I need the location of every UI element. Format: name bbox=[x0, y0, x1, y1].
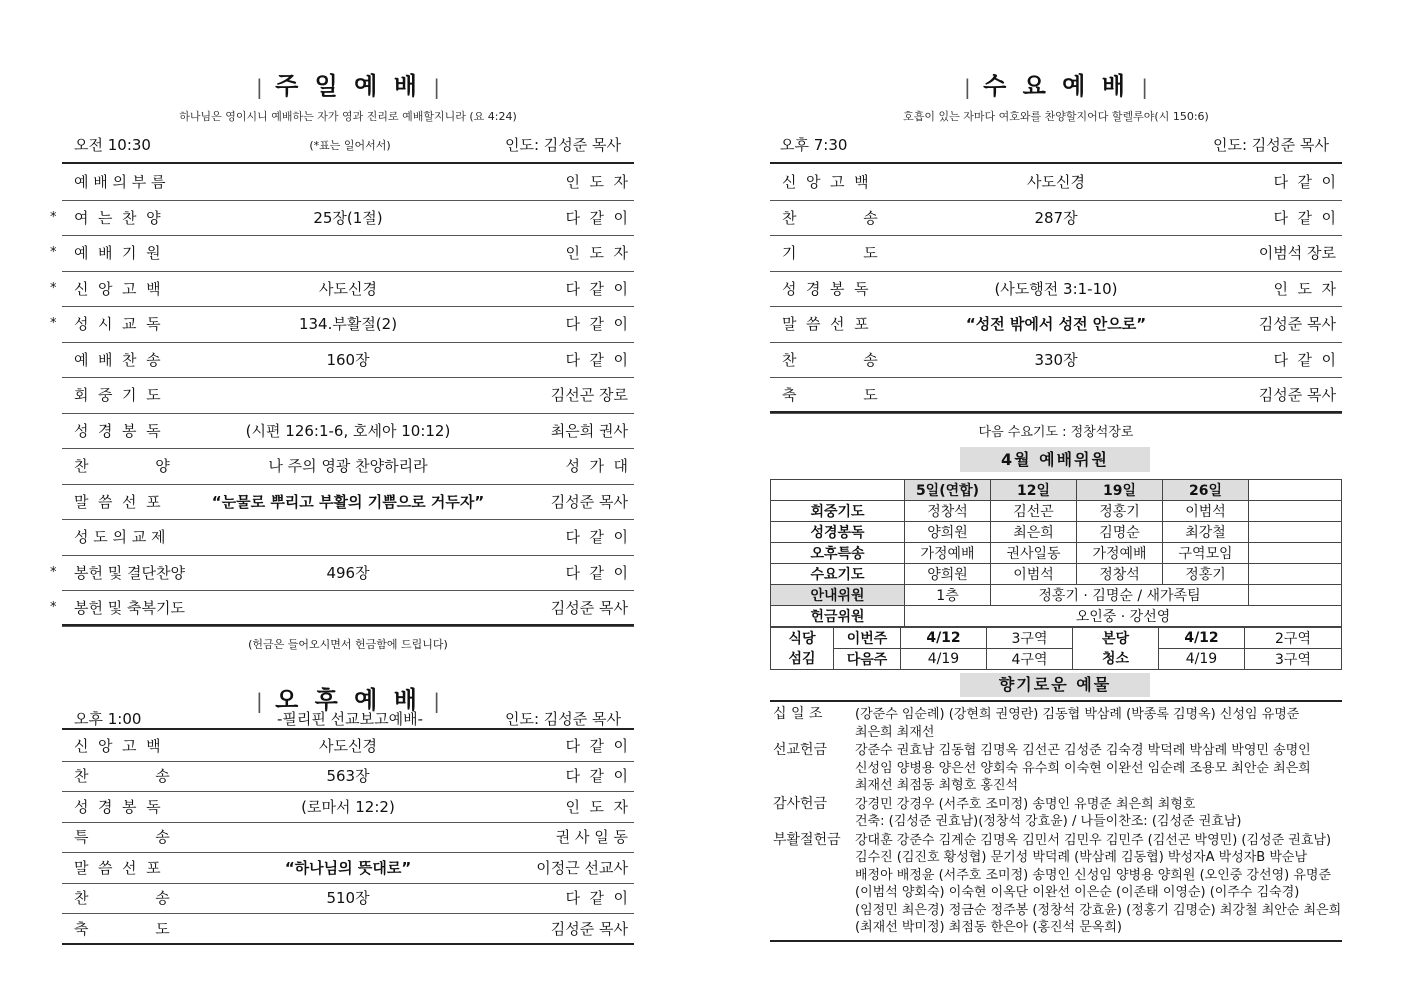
order-item-leader: 김성준 목사 bbox=[550, 599, 628, 618]
meal-next-date: 4/19 bbox=[901, 649, 987, 670]
order-item-content: 사도신경 bbox=[1027, 173, 1085, 192]
title-bar-left: | bbox=[963, 75, 971, 99]
meal-this-date: 4/12 bbox=[901, 628, 987, 649]
order-item-leader: 인 도 자 bbox=[565, 173, 628, 192]
order-row bbox=[50, 235, 634, 272]
sunday-title bbox=[62, 66, 634, 101]
committee-role-label: 회중기도 bbox=[771, 501, 905, 522]
committee-role-label: 성경봉독 bbox=[771, 522, 905, 543]
date-cell: 12일 bbox=[991, 480, 1077, 501]
order-item-content: 나 주의 영광 찬양하리라 bbox=[268, 457, 428, 476]
order-item-content: 496장 bbox=[326, 563, 370, 582]
meal-next-team: 4구역 bbox=[987, 649, 1073, 670]
offering-names-line: 강경민 강경우 (서주호 조미정) 송명인 유명준 최은희 최형호 bbox=[855, 796, 1196, 812]
order-item-content: 사도신경 bbox=[319, 279, 377, 298]
committee-row bbox=[771, 501, 1342, 522]
order-item-leader: 다 같 이 bbox=[1273, 173, 1336, 192]
date-cell: 5일(연합) bbox=[905, 480, 991, 501]
order-item-label: 신 앙 고 백 bbox=[782, 173, 869, 192]
order-row bbox=[62, 413, 634, 450]
offerings-top-rule bbox=[770, 700, 1342, 702]
service-duty-table bbox=[770, 627, 1342, 670]
order-item-content: “눈물로 뿌리고 부활의 기쁨으로 거두자” bbox=[211, 492, 485, 511]
order-item-content: (로마서 12:2) bbox=[301, 797, 395, 816]
order-item-leader: 다 같 이 bbox=[565, 279, 628, 298]
wednesday-time: 오후 7:30 bbox=[780, 136, 848, 154]
committee-name-cell: 권사일동 bbox=[991, 543, 1077, 564]
order-item-leader: 다 같 이 bbox=[1273, 350, 1336, 369]
offering-category-label: 감사헌금 bbox=[773, 795, 828, 812]
committee-name-cell: 김명순 bbox=[1077, 522, 1163, 543]
duty-row-next-week bbox=[771, 649, 1342, 670]
order-item-content: 287장 bbox=[1034, 208, 1078, 227]
order-item-label: 봉헌 및 결단찬양 bbox=[74, 563, 185, 582]
order-item-content: 25장(1절) bbox=[313, 208, 383, 227]
committee-name-cell: 최강철 bbox=[1163, 522, 1249, 543]
order-item-leader: 김성준 목사 bbox=[550, 919, 628, 938]
order-item-label: 찬 송 bbox=[74, 767, 170, 786]
stand-marker: * bbox=[50, 600, 57, 616]
order-row bbox=[62, 761, 634, 793]
order-item-label: 찬 양 bbox=[74, 457, 170, 476]
order-row bbox=[770, 200, 1342, 237]
order-item-label: 예 배 의 부 름 bbox=[74, 173, 166, 192]
order-row bbox=[770, 377, 1342, 414]
offering-names-line: 신성임 양병용 양은선 양회숙 유수희 이숙현 이완선 임순례 조용모 최안순 최은희 bbox=[855, 760, 1311, 776]
offerings-title: 향기로운 예물 bbox=[960, 673, 1150, 697]
committee-row bbox=[771, 522, 1342, 543]
afternoon-title-text: 오 후 예 배 bbox=[275, 686, 421, 714]
offering-names-line: 김수진 (김진호 황성협) 문기성 박덕례 (박삼례 김동협) 박성자A 박성자B 박순남 bbox=[855, 850, 1308, 865]
order-row bbox=[770, 306, 1342, 343]
clean-this-date: 4/12 bbox=[1159, 628, 1245, 649]
order-item-label: 찬 송 bbox=[74, 889, 170, 908]
order-item-label: 성 경 봉 독 bbox=[74, 797, 161, 816]
corner-cell bbox=[771, 480, 905, 501]
afternoon-subtitle: -필리핀 선교보고예배- bbox=[276, 710, 423, 728]
stand-marker: * bbox=[50, 245, 57, 261]
date-cell: 26일 bbox=[1163, 480, 1249, 501]
order-item-leader: 김선곤 장로 bbox=[550, 386, 628, 405]
stand-marker: * bbox=[50, 316, 57, 332]
stand-marker: * bbox=[50, 564, 57, 580]
order-item-content: 사도신경 bbox=[319, 736, 377, 755]
order-row bbox=[50, 271, 634, 308]
offering-names-line: 강대훈 강준수 김계순 김명옥 김민서 김민우 김민주 (김선곤 박영민) (김성준 권효남) bbox=[855, 832, 1332, 848]
order-item-leader: 인 도 자 bbox=[1273, 279, 1336, 298]
offering-category-label: 십 일 조 bbox=[773, 706, 823, 722]
stand-marker: * bbox=[50, 209, 57, 225]
order-item-label: 성 도 의 교 제 bbox=[74, 528, 166, 547]
order-item-leader: 김성준 목사 bbox=[1258, 315, 1336, 334]
order-item-content: 134.부활절(2) bbox=[298, 315, 398, 334]
order-item-label: 찬 송 bbox=[782, 208, 878, 227]
committee-name-cell: 이범석 bbox=[991, 564, 1077, 585]
duty-row-this-week bbox=[771, 628, 1342, 649]
order-item-label: 말 씀 선 포 bbox=[74, 492, 161, 511]
meal-this-team: 3구역 bbox=[987, 628, 1073, 649]
offering-committee-row bbox=[771, 606, 1342, 627]
offering-category-label: 부활절헌금 bbox=[773, 831, 841, 848]
order-item-leader: 최은희 권사 bbox=[550, 421, 628, 440]
committee-name-cell: 정창석 bbox=[1077, 564, 1163, 585]
order-item-label: 신 앙 고 백 bbox=[74, 736, 161, 755]
guide-row bbox=[771, 585, 1342, 606]
guide-floor: 1층 bbox=[905, 585, 991, 606]
committee-name-cell: 양희원 bbox=[905, 564, 991, 585]
order-row bbox=[62, 484, 634, 521]
order-item-content: 510장 bbox=[326, 889, 370, 908]
order-item-label: 봉헌 및 축복기도 bbox=[74, 599, 185, 618]
order-item-content: 160장 bbox=[326, 350, 370, 369]
offering-names-line: 강준수 권효남 김동협 김명옥 김선곤 김성준 김숙경 박덕례 박삼례 박영민 송명인 bbox=[855, 743, 1311, 758]
offerings-bottom-rule bbox=[770, 940, 1342, 942]
order-item-label: 신 앙 고 백 bbox=[74, 279, 161, 298]
order-item-leader: 김성준 목사 bbox=[1258, 386, 1336, 405]
order-item-leader: 다 같 이 bbox=[1273, 208, 1336, 227]
offering-names-line: (임정민 최은경) 정금순 정주봉 (정창석 강효윤) (정홍기 김명순) 최강철 최안순 최은희 bbox=[855, 902, 1342, 918]
committee-table bbox=[770, 479, 1342, 627]
guide-label: 안내위원 bbox=[771, 585, 905, 606]
empty-cell bbox=[1249, 585, 1342, 606]
offering-category-label: 선교헌금 bbox=[773, 742, 828, 758]
committee-name-cell: 정홍기 bbox=[1163, 564, 1249, 585]
afternoon-bottom-rule bbox=[62, 943, 634, 945]
order-item-leader: 다 같 이 bbox=[565, 208, 628, 227]
afternoon-leader: 인도: 김성준 목사 bbox=[505, 710, 622, 728]
wednesday-verse: 호흡이 있는 자마다 여호와를 찬양할지어다 할렐루야(시 150:6) bbox=[903, 110, 1209, 123]
order-row bbox=[50, 590, 634, 627]
committee-name-cell: 최은희 bbox=[991, 522, 1077, 543]
order-row bbox=[50, 306, 634, 343]
wednesday-title bbox=[770, 66, 1342, 101]
order-row bbox=[62, 519, 634, 556]
committee-name-cell: 정홍기 bbox=[1077, 501, 1163, 522]
order-row bbox=[770, 342, 1342, 379]
order-item-label: 성 시 교 독 bbox=[74, 315, 161, 334]
title-bar-right: | bbox=[433, 75, 441, 99]
this-week-label: 이번주 bbox=[834, 628, 901, 649]
order-item-content: “하나님의 뜻대로” bbox=[284, 858, 412, 877]
committee-name-cell: 구역모임 bbox=[1163, 543, 1249, 564]
order-item-leader: 이범석 장로 bbox=[1258, 244, 1336, 263]
sunday-leader: 인도: 김성준 목사 bbox=[505, 136, 622, 154]
order-row bbox=[62, 342, 634, 379]
order-row bbox=[62, 852, 634, 884]
clean-next-date: 4/19 bbox=[1159, 649, 1245, 670]
committee-name-cell: 양희원 bbox=[905, 522, 991, 543]
order-item-label: 성 경 봉 독 bbox=[782, 279, 869, 298]
guide-names: 정홍기 · 김명순 / 새가족팀 bbox=[991, 585, 1249, 606]
offering-committee-names: 오인중 · 강선영 bbox=[905, 606, 1342, 627]
order-item-leader: 다 같 이 bbox=[565, 767, 628, 786]
order-item-content: (사도행전 3:1-10) bbox=[994, 279, 1118, 298]
title-bar-right: | bbox=[433, 689, 441, 713]
title-bar-right: | bbox=[1141, 75, 1149, 99]
order-row bbox=[62, 448, 634, 485]
wednesday-leader: 인도: 김성준 목사 bbox=[1213, 136, 1330, 154]
order-row bbox=[770, 271, 1342, 308]
committee-title: 4월 예배위원 bbox=[960, 447, 1150, 472]
order-row bbox=[770, 164, 1342, 201]
empty-cell bbox=[1249, 480, 1342, 501]
order-item-label: 찬 송 bbox=[782, 350, 878, 369]
next-week-label: 다음주 bbox=[834, 649, 901, 670]
order-item-leader: 이정근 선교사 bbox=[536, 858, 628, 877]
order-item-leader: 다 같 이 bbox=[565, 528, 628, 547]
order-row bbox=[62, 377, 634, 414]
order-item-leader: 다 같 이 bbox=[565, 315, 628, 334]
afternoon-time: 오후 1:00 bbox=[74, 710, 142, 728]
meal-label: 식당 섬김 bbox=[771, 628, 834, 670]
order-row bbox=[62, 822, 634, 854]
offering-names-line: 최은희 최재선 bbox=[855, 724, 935, 740]
order-item-label: 기 도 bbox=[782, 244, 878, 263]
sunday-bottom-rule bbox=[62, 624, 634, 626]
order-row bbox=[62, 913, 634, 945]
order-item-label: 축 도 bbox=[74, 919, 170, 938]
offering-note: (헌금은 들어오시면서 헌금함에 드립니다) bbox=[248, 638, 448, 651]
order-item-leader: 다 같 이 bbox=[565, 563, 628, 582]
committee-name-cell: 가정예배 bbox=[1077, 543, 1163, 564]
offering-names-line: 최재선 최점동 최형호 홍진석 bbox=[855, 778, 1019, 793]
order-row bbox=[770, 235, 1342, 272]
empty-cell bbox=[1249, 522, 1342, 543]
order-item-leader: 다 같 이 bbox=[565, 736, 628, 755]
order-item-label: 말 씀 선 포 bbox=[782, 315, 869, 334]
order-item-leader: 김성준 목사 bbox=[550, 492, 628, 511]
order-item-content: (시편 126:1-6, 호세아 10:12) bbox=[245, 421, 451, 440]
committee-header-row bbox=[771, 480, 1342, 501]
order-row bbox=[50, 200, 634, 237]
clean-this-team: 2구역 bbox=[1245, 628, 1342, 649]
committee-row bbox=[771, 564, 1342, 585]
order-item-label: 예 배 찬 송 bbox=[74, 350, 161, 369]
order-item-label: 말 씀 선 포 bbox=[74, 858, 161, 877]
order-item-leader: 권 사 일 동 bbox=[555, 828, 628, 847]
committee-name-cell: 이범석 bbox=[1163, 501, 1249, 522]
committee-name-cell: 정창석 bbox=[905, 501, 991, 522]
wednesday-title-text: 수 요 예 배 bbox=[983, 72, 1129, 100]
empty-cell bbox=[1249, 564, 1342, 585]
sunday-time: 오전 10:30 bbox=[74, 136, 151, 154]
order-row bbox=[62, 164, 634, 201]
order-item-label: 성 경 봉 독 bbox=[74, 421, 161, 440]
title-bar-left: | bbox=[255, 75, 263, 99]
order-item-label: 축 도 bbox=[782, 386, 878, 405]
committee-role-label: 수요기도 bbox=[771, 564, 905, 585]
next-wednesday-prayer: 다음 수요기도 : 정창석장로 bbox=[978, 425, 1134, 440]
order-item-label: 특 송 bbox=[74, 828, 170, 847]
title-bar-left: | bbox=[255, 689, 263, 713]
order-item-leader: 인 도 자 bbox=[565, 797, 628, 816]
order-row bbox=[62, 730, 634, 762]
committee-row bbox=[771, 543, 1342, 564]
order-item-leader: 다 같 이 bbox=[565, 889, 628, 908]
committee-name-cell: 김선곤 bbox=[991, 501, 1077, 522]
offering-names-line: 배정아 배정윤 (서주호 조미정) 송명인 신성임 양병용 양희원 (오인중 강선영) 유명준 bbox=[855, 867, 1332, 883]
order-item-content: 563장 bbox=[326, 767, 370, 786]
offering-names-line: (최재선 박미정) 최점동 한은아 (홍진석 문옥희) bbox=[855, 920, 1122, 935]
order-item-content: “성전 밖에서 성전 안으로” bbox=[965, 315, 1147, 334]
order-item-leader: 다 같 이 bbox=[565, 350, 628, 369]
order-item-leader: 인 도 자 bbox=[565, 244, 628, 263]
order-item-label: 예 배 기 원 bbox=[74, 244, 161, 263]
offering-names-line: (이범석 양회숙) 이숙현 이옥단 이완선 이은순 (이존태 이영순) (이주수 김숙경) bbox=[855, 885, 1300, 900]
wednesday-bottom-rule bbox=[770, 411, 1342, 413]
order-item-label: 회 중 기 도 bbox=[74, 386, 161, 405]
empty-cell bbox=[1249, 501, 1342, 522]
offering-names-line: (강준수 임순례) (강현희 권영란) 김동협 박삼례 (박종록 김명옥) 신성임 유명준 bbox=[855, 707, 1300, 722]
sunday-verse: 하나님은 영이시니 예배하는 자가 영과 진리로 예배할지니라 (요 4:24) bbox=[179, 110, 517, 123]
offering-names-line: 건축: (김성준 권효남)(정창석 강효윤) / 나들이찬조: (김성준 권효남) bbox=[855, 814, 1242, 829]
sunday-title-text: 주 일 예 배 bbox=[275, 72, 421, 100]
order-item-content: 330장 bbox=[1034, 350, 1078, 369]
order-item-leader: 성 가 대 bbox=[565, 457, 628, 476]
order-row bbox=[62, 791, 634, 823]
stand-marker: * bbox=[50, 280, 57, 296]
empty-cell bbox=[1249, 543, 1342, 564]
committee-role-label: 오후특송 bbox=[771, 543, 905, 564]
order-row bbox=[62, 883, 634, 915]
date-cell: 19일 bbox=[1077, 480, 1163, 501]
order-row bbox=[50, 555, 634, 592]
clean-label: 본당 청소 bbox=[1073, 628, 1159, 670]
order-item-label: 여 는 찬 양 bbox=[74, 208, 161, 227]
sunday-stand-note: (*표는 일어서서) bbox=[309, 139, 391, 152]
committee-name-cell: 가정예배 bbox=[905, 543, 991, 564]
clean-next-team: 3구역 bbox=[1245, 649, 1342, 670]
offering-committee-label: 헌금위원 bbox=[771, 606, 905, 627]
